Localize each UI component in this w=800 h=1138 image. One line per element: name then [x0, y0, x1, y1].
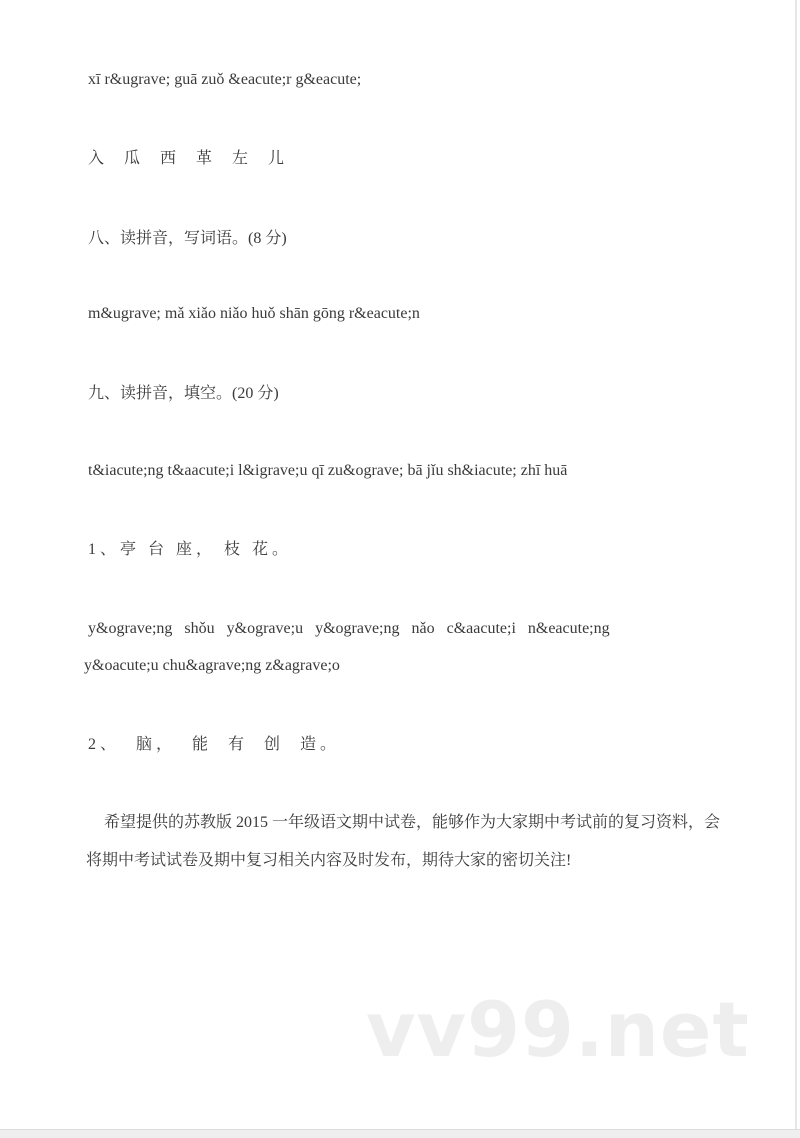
pinyin-line-2: m&ugrave; mǎ xiǎo niǎo huǒ shān gōng r&eacute;n — [88, 305, 420, 322]
closing-paragraph: 希望提供的苏教版 2015 一年级语文期中试卷，能够作为大家期中考试前的复习资料，会将期中考试试卷及期中复习相关内容及时发布，期待大家的密切关注! — [86, 814, 721, 869]
fill-blank-1: 1、亭 台 座， 枝 花。 — [88, 541, 293, 558]
pinyin-line-3: t&iacute;ng t&aacute;i l&igrave;u qī zu&ograve; bā jǐu sh&iacute; zhī huā — [88, 462, 568, 479]
character-line-1: 入 瓜 西 革 左 儿 — [88, 150, 293, 167]
watermark: vv99.net — [366, 985, 750, 1074]
fill-blank-2: 2、 脑， 能 有 创 造。 — [88, 736, 341, 753]
pinyin-line-1: xī r&ugrave; guā zuǒ &eacute;r g&eacute; — [88, 71, 362, 88]
pinyin-line-5: y&oacute;u chu&agrave;ng z&agrave;o — [84, 657, 340, 674]
pinyin-line-4: y&ograve;ng shǒu y&ograve;u y&ograve;ng nǎo c&aacute;i n&eacute;ng — [88, 620, 610, 637]
section-heading-9: 九、读拼音，填空。(20 分) — [88, 385, 279, 402]
section-heading-8: 八、读拼音，写词语。(8 分) — [88, 230, 287, 247]
